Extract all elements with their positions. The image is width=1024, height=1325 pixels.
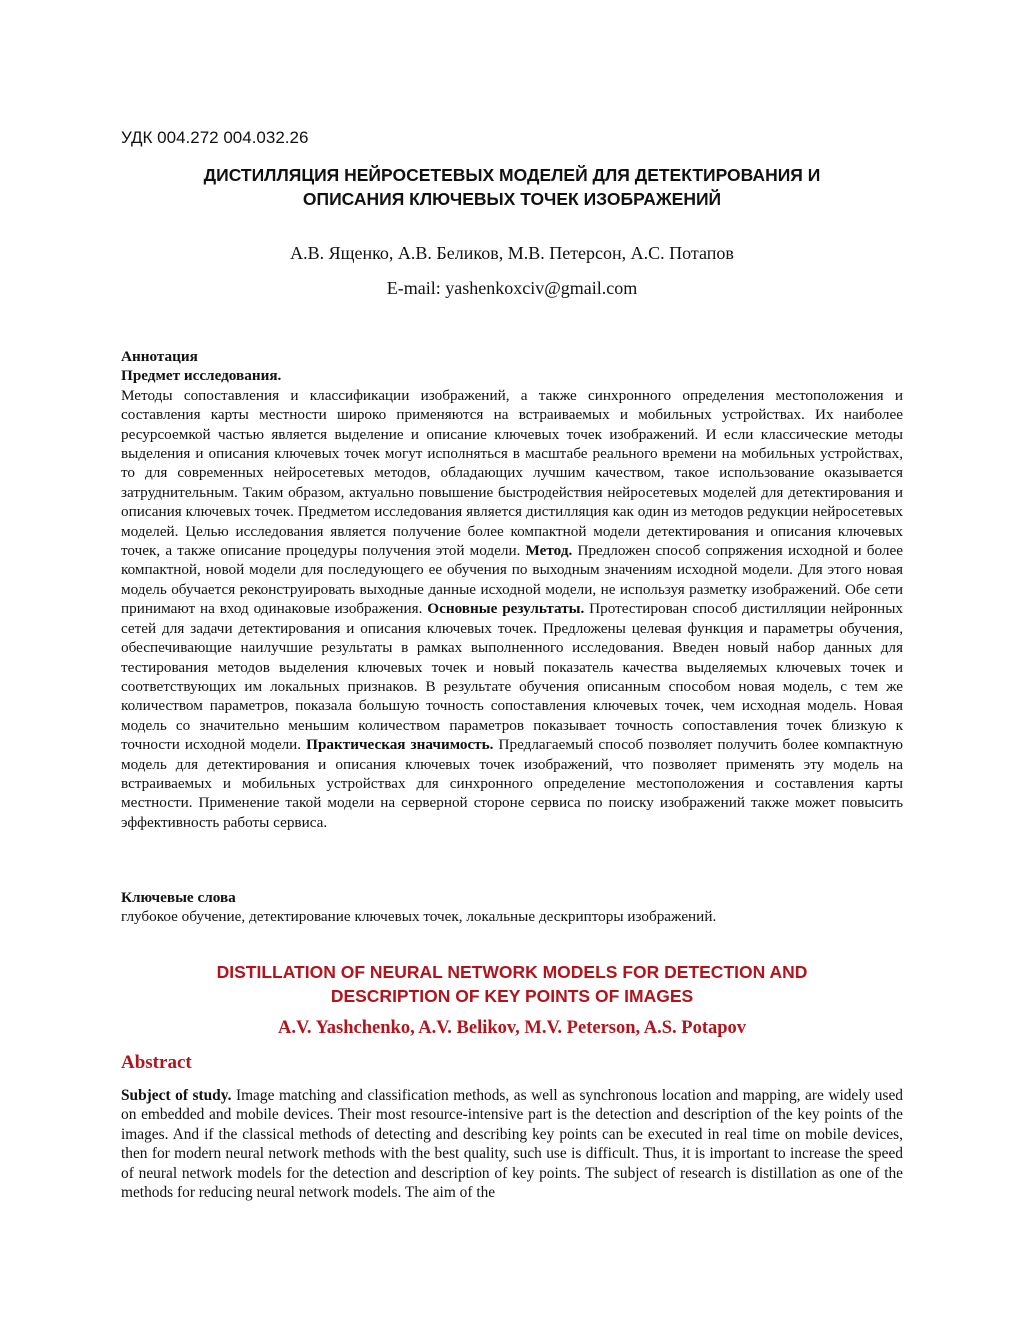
practical-label: Практическая значимость. (306, 736, 494, 754)
annotation-text-2: Предложен способ сопряжения исходной и более компактной, новой модели для последующего ее обучения по выходным значениям исходной модели. Для этого новая модель обучается реконструировать выходные данные исходной модели, не используя разметку изображений. Обе сети принимают на вход одинаковые изображения. (121, 542, 903, 618)
keywords-text: глубокое обучение, детектирование ключевых точек, локальные дескрипторы изображений. (121, 908, 717, 926)
title-ru-line-2: ОПИСАНИЯ КЛЮЧЕВЫХ ТОЧЕК ИЗОБРАЖЕНИЙ (302, 189, 722, 209)
annotation-text-4: Предлагаемый способ позволяет получить более компактную модель для детектирования и описания ключевых точек изображений, что позволяет применять эту модель на встраиваемых и мобильных устройствах для синхронного определение местоположения и составления карты местности. Применение такой модели на серверной стороне сервиса по поиску изображений также может повысить эффективность работы сервиса. (121, 736, 903, 831)
keywords-section (121, 888, 903, 927)
annotation-text-3: Протестирован способ дистилляции нейронных сетей для задачи детектирования и описания ключевых точек. Предложены целевая функция и параметры обучения, обеспечивающие наилучшие результаты в рамках выполненного исследования. Введен новый набор данных для тестирования методов выделения ключевых точек и новый показатель качества выделяемых ключевых точек и соответствующих им локальных признаков. В результате обучения описанным способом новая модель, с тем же количеством параметров, показала большую точность сопоставления ключевых точек, чем исходная модель. Новая модель со значительно меньшим количеством параметров показывает точность сопоставления точек близкую к точности исходной модели. (121, 600, 903, 754)
paper-page (121, 0, 903, 1325)
subject-label: Subject of study. (121, 1087, 232, 1104)
abstract-heading: Abstract (121, 1052, 192, 1073)
title-en-line-2: DESCRIPTION OF KEY POINTS OF IMAGES (330, 986, 694, 1006)
title-en-line-1: DISTILLATION OF NEURAL NETWORK MODELS FOR DETECTION AND (216, 962, 808, 982)
abstract-text: Image matching and classification methods, as well as synchronous location and mapping, are widely used on embedded and mobile devices. Their most resource-intensive part is the detection and description of the key points of the images. And if the classical methods of detecting and describing key points can be executed in real time on mobile devices, then for modern neural network methods with the best quality, such use is difficult. Thus, it is important to increase the speed of neural network models for the detection and description of key points. The subject of research is distillation as one of the methods for reducing neural network models. The aim of the (121, 1087, 903, 1202)
annotation-heading: Аннотация (121, 348, 198, 365)
annotation-paragraph (121, 386, 903, 832)
keywords-heading: Ключевые слова (121, 889, 236, 906)
authors-en: A.V. Yashchenko, A.V. Belikov, M.V. Peterson, A.S. Potapov (277, 1018, 747, 1038)
abstract-paragraph (121, 1086, 903, 1202)
title-ru (121, 163, 903, 211)
method-label: Метод. (525, 542, 573, 560)
title-en (121, 960, 903, 1008)
udk-code: УДК 004.272 004.032.26 (121, 128, 309, 147)
authors-ru: А.В. Ященко, А.В. Беликов, М.В. Петерсон, А.С. Потапов (290, 243, 734, 263)
annotation-section (121, 347, 903, 832)
results-label: Основные результаты. (427, 600, 585, 618)
subject-heading: Предмет исследования. (121, 367, 282, 385)
annotation-text-1: Методы сопоставления и классификации изображений, а также синхронного определения местоположения и составления карты местности широко применяются на встраиваемых и мобильных устройствах. Их наиболее ресурсоемкой частью является выделение и описание ключевых точек изображений. И если классические методы выделения и описания ключевых точек могут исполняться в масштабе реального времени на мобильных устройствах, то для современных нейросетевых методов, обладающих лучшим качеством, такое использование оказывается затруднительным. Таким образом, актуально повышение быстродействия нейросетевых моделей для детектирования и описания ключевых точек. Предметом исследования является дистилляция как один из методов редукции нейросетевых моделей. Целью исследования является получение более компактной модели детектирования и описания ключевых точек, а также описание процедуры получения этой модели. (121, 386, 903, 560)
author-email: E-mail: yashenkoxciv@gmail.com (386, 278, 638, 298)
title-ru-line-1: ДИСТИЛЛЯЦИЯ НЕЙРОСЕТЕВЫХ МОДЕЛЕЙ ДЛЯ ДЕТЕКТИРОВАНИЯ И (203, 165, 821, 185)
